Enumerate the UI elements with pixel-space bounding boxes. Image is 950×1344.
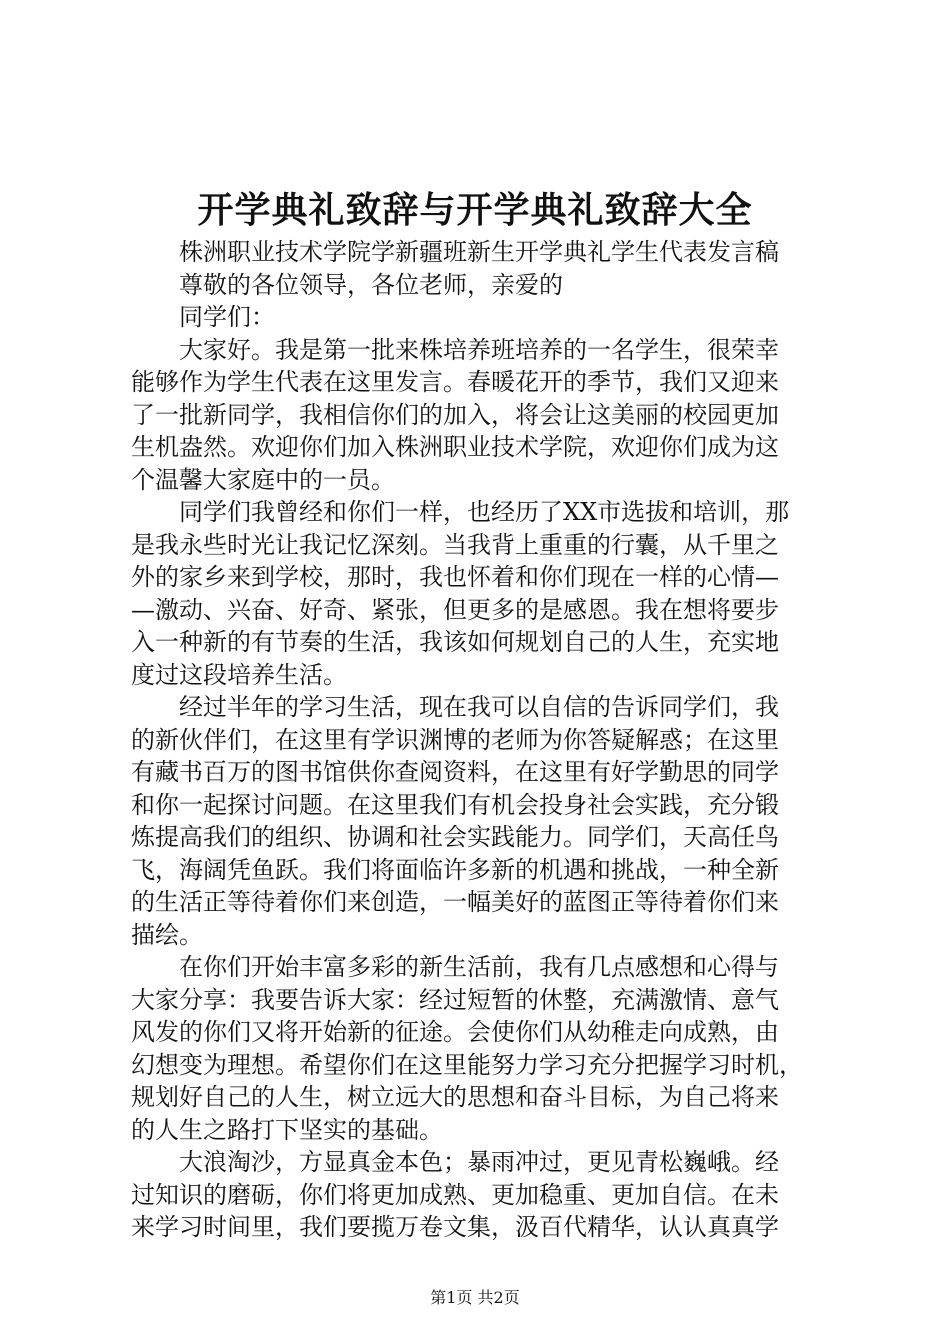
text-line: 经过半年的学习生活，现在我可以自信的告诉同学们，我 (179, 693, 779, 721)
text-line: 能够作为学生代表在这里发言。春暖花开的季节，我们又迎来 (131, 368, 779, 396)
document-title: 开学典礼致辞与开学典礼致辞大全 (197, 189, 753, 231)
text-line: 入一种新的有节奏的生活，我该如何规划自己的人生，充实地 (131, 628, 779, 656)
text-line: 度过这段培养生活。 (131, 660, 347, 689)
text-line: 的生活正等待着你们来创造，一幅美好的蓝图正等待着你们来 (131, 888, 779, 916)
text-line: 过知识的磨砺，你们将更加成熟、更加稳重、更加自信。在未 (131, 1180, 779, 1209)
text-line: 了一批新同学，我相信你们的加入，将会让这美丽的校园更加 (131, 400, 779, 429)
text-line: 是我永些时光让我记忆深刻。当我背上重重的行囊，从千里之 (131, 530, 779, 559)
text-line: 风发的你们又将开始新的征途。会使你们从幼稚走向成熟，由 (131, 1018, 779, 1046)
page-footer: 第1页 共2页 (430, 1288, 520, 1307)
text-line: 同学们： (179, 303, 275, 331)
text-line: 的人生之路打下坚实的基础。 (131, 1115, 443, 1144)
text-line: 在你们开始丰富多彩的新生活前，我有几点感想和心得与 (179, 953, 779, 981)
text-line: 来学习时间里，我们要揽万卷文集，汲百代精华，认认真真学 (131, 1213, 779, 1241)
text-line: 外的家乡来到学校，那时，我也怀着和你们现在一样的心情— (131, 563, 779, 591)
text-line: 描绘。 (131, 920, 203, 949)
text-line: 和你一起探讨问题。在这里我们有机会投身社会实践，充分锻 (131, 790, 779, 819)
text-line: 同学们我曾经和你们一样，也经历了XX市选拔和培训，那 (179, 498, 790, 526)
text-line: 飞，海阔凭鱼跃。我们将面临许多新的机遇和挑战，一种全新 (131, 855, 779, 884)
text-line: 幻想变为理想。希望你们在这里能努力学习充分把握学习时机， (131, 1050, 803, 1079)
text-line: 有藏书百万的图书馆供你查阅资料，在这里有好学勤思的同学 (131, 758, 779, 786)
text-line: 炼提高我们的组织、协调和社会实践能力。同学们，天高任鸟 (131, 823, 779, 851)
text-line: 生机盎然。欢迎你们加入株洲职业技术学院，欢迎你们成为这 (131, 433, 779, 461)
text-line: 尊敬的各位领导，各位老师，亲爱的 (179, 270, 563, 299)
text-line: 大家分享：我要告诉大家：经过短暂的休整，充满激情、意气 (131, 985, 779, 1014)
text-line: 个温馨大家庭中的一员。 (131, 465, 395, 494)
text-line: 大浪淘沙，方显真金本色；暴雨冲过，更见青松巍峨。经 (179, 1148, 779, 1176)
text-line: 规划好自己的人生，树立远大的思想和奋斗目标，为自己将来 (131, 1083, 779, 1111)
text-line: 大家好。我是第一批来株培养班培养的一名学生，很荣幸 (179, 335, 779, 364)
text-line: 的新伙伴们，在这里有学识渊博的老师为你答疑解惑；在这里 (131, 725, 779, 754)
document-body (131, 236, 831, 1244)
text-line: —激动、兴奋、好奇、紧张，但更多的是感恩。我在想将要步 (131, 595, 779, 624)
text-line: 株洲职业技术学院学新疆班新生开学典礼学生代表发言稿 (179, 238, 779, 266)
